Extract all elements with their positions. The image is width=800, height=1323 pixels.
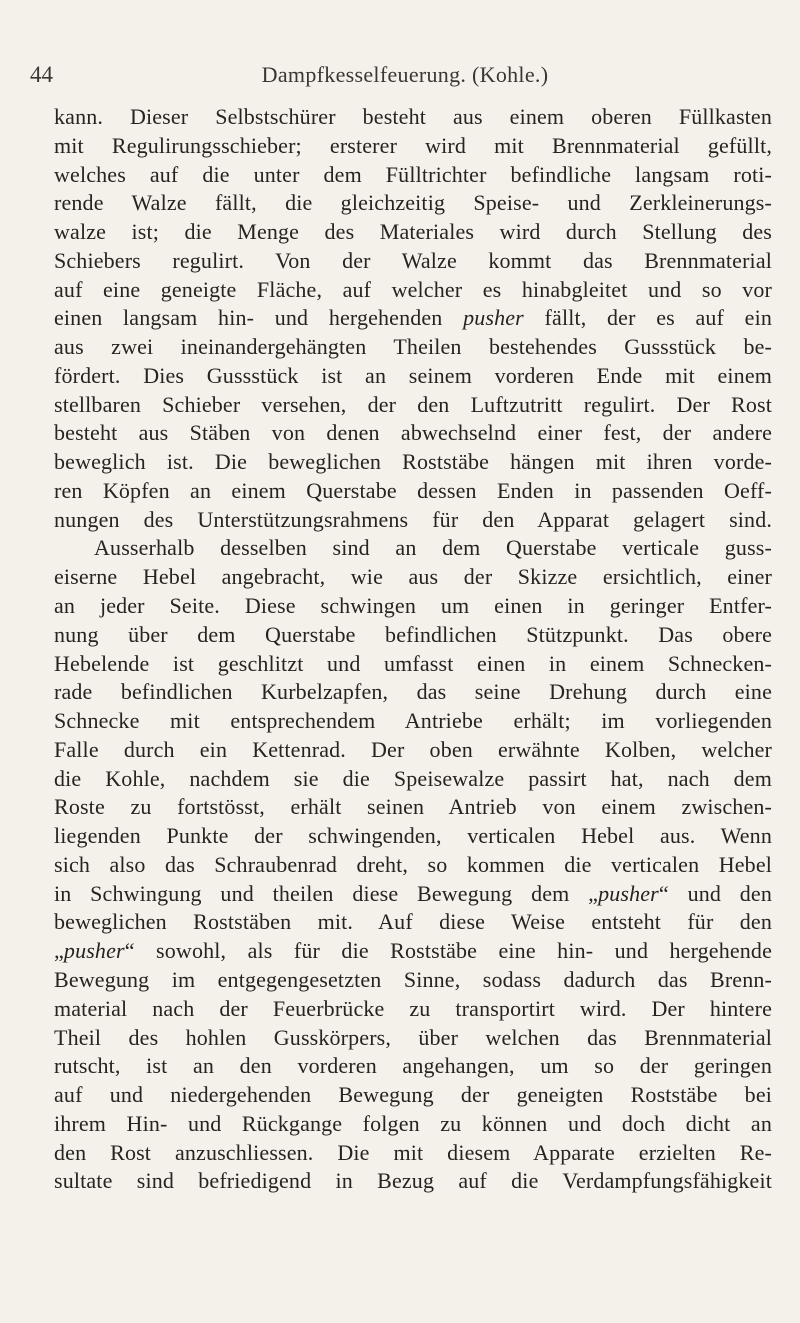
running-head: Dampfkesselfeuerung. (Kohle.) [261, 62, 549, 87]
text-line: beweglich ist. Die beweglichen Roststäbe hängen mit ihren vorde- [54, 449, 772, 475]
text-line: stellbaren Schieber versehen, der den Luftzutritt regulirt. Der Rost [54, 391, 772, 417]
text-line: Schiebers regulirt. Von der Walze kommt das Brennmaterial [54, 247, 772, 273]
text-line: Roste zu fortstösst, erhält seinen Antrieb von einem zwischen- [54, 794, 772, 820]
text-line: sich also das Schraubenrad dreht, so kommen die verticalen Hebel [54, 851, 772, 877]
text-line: Bewegung im entgegengesetzten Sinne, sodass dadurch das Brenn- [54, 966, 772, 992]
text-line: Schnecke mit entsprechendem Antriebe erhält; im vorliegenden [54, 708, 772, 734]
text-line: walze ist; die Menge des Materiales wird durch Stellung des [54, 219, 772, 245]
text-line: auf und niedergehenden Bewegung der geneigten Roststäbe bei [54, 1082, 772, 1108]
text-line: eiserne Hebel angebracht, wie aus der Skizze ersichtlich, einer [54, 564, 772, 590]
text-line: nung über dem Querstabe befindlichen Stützpunkt. Das obere [54, 621, 772, 647]
text-line: rutscht, ist an den vorderen angehangen, um so der geringen [54, 1053, 772, 1079]
body-text [54, 103, 772, 1196]
text-line: nungen des Unterstützungsrahmens für den Apparat gelagert sind. [54, 506, 772, 532]
text-line: Hebelende ist geschlitzt und umfasst einen in einem Schnecken- [54, 650, 772, 676]
text-line: rade befindlichen Kurbelzapfen, das seine Drehung durch eine [54, 679, 772, 705]
text-line: einen langsam hin- und hergehenden pusher fällt, der es auf ein [54, 305, 772, 331]
text-line: Ausserhalb desselben sind an dem Querstabe verticale guss- [94, 535, 772, 561]
text-line: den Rost anzuschliessen. Die mit diesem Apparate erzielten Re- [54, 1139, 772, 1165]
text-line: an jeder Seite. Diese schwingen um einen in geringer Entfer- [54, 593, 772, 619]
text-line: beweglichen Roststäben mit. Auf diese Weise entsteht für den [54, 909, 772, 935]
text-line: fördert. Dies Gussstück ist an seinem vorderen Ende mit einem [54, 362, 772, 388]
text-line: liegenden Punkte der schwingenden, verticalen Hebel aus. Wenn [54, 823, 772, 849]
text-line: kann. Dieser Selbstschürer besteht aus einem oberen Füllkasten [54, 104, 772, 129]
text-line: „pusher“ sowohl, als für die Roststäbe eine hin- und hergehende [54, 938, 772, 964]
text-line: Theil des hohlen Gusskörpers, über welchen das Brennmaterial [54, 1024, 772, 1050]
text-line: ihrem Hin- und Rückgange folgen zu können und doch dicht an [54, 1110, 772, 1136]
text-line: material nach der Feuerbrücke zu transportirt wird. Der hintere [54, 995, 772, 1021]
text-line: welches auf die unter dem Fülltrichter befindliche langsam roti- [54, 161, 772, 187]
text-line: besteht aus Stäben von denen abwechselnd einer fest, der andere [54, 420, 772, 446]
text-line: auf eine geneigte Fläche, auf welcher es hinabgleitet und so vor [54, 276, 772, 302]
text-line: rende Walze fällt, die gleichzeitig Speise- und Zerkleinerungs- [54, 190, 772, 216]
text-line: ren Köpfen an einem Querstabe dessen Enden in passenden Oeff- [54, 477, 772, 503]
text-line: in Schwingung und theilen diese Bewegung dem „pusher“ und den [54, 880, 772, 906]
text-line: aus zwei ineinandergehängten Theilen bestehendes Gussstück be- [54, 334, 772, 360]
text-line: mit Regulirungsschieber; ersterer wird mit Brennmaterial gefüllt, [54, 132, 772, 158]
page-number: 44 [30, 62, 53, 87]
text-line: Falle durch ein Kettenrad. Der oben erwähnte Kolben, welcher [54, 736, 772, 762]
page-header [30, 62, 780, 96]
text-line: sultate sind befriedigend in Bezug auf die Verdampfungsfähigkeit [54, 1168, 772, 1194]
text-line: die Kohle, nachdem sie die Speisewalze passirt hat, nach dem [54, 765, 772, 791]
